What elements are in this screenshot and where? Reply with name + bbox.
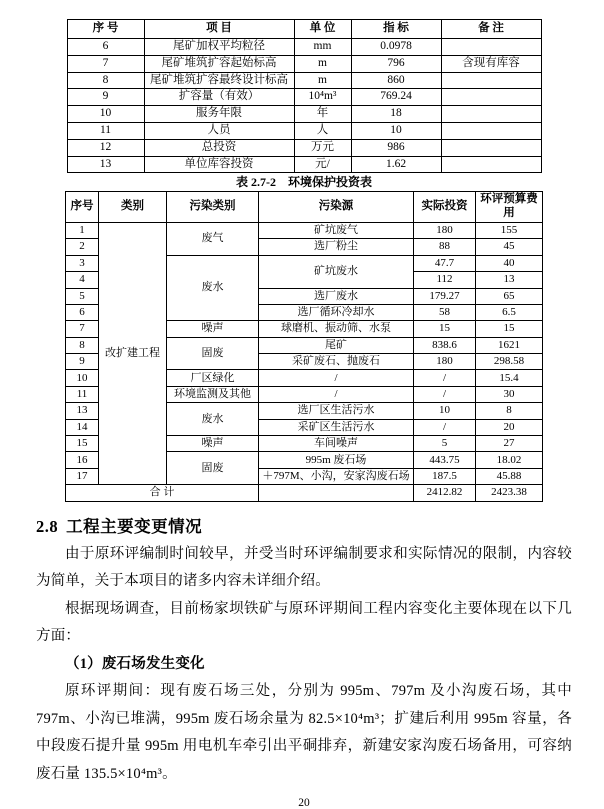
table-cell: 443.75 [414, 452, 476, 468]
table-cell: 万元 [294, 139, 351, 156]
column-header: 类别 [99, 192, 167, 223]
table-cell: 5 [66, 288, 99, 304]
table-cell: / [414, 419, 476, 435]
table-cell: 废水 [167, 255, 259, 321]
column-header: 项 目 [144, 20, 294, 39]
table-cell: 47.7 [414, 255, 476, 271]
table-cell: 3 [66, 255, 99, 271]
table-cell: 15 [476, 321, 543, 337]
table-cell: 服务年限 [144, 106, 294, 123]
table-cell: 尾矿加权平均粒径 [144, 39, 294, 56]
table-cell: 尾矿堆筑扩容最终设计标高 [144, 72, 294, 89]
table-cell: 2 [66, 239, 99, 255]
table-cell: 11 [67, 122, 144, 139]
table-cell: 7 [66, 321, 99, 337]
table-row [66, 222, 543, 238]
table-cell: mm [294, 39, 351, 56]
table-cell [441, 139, 541, 156]
table-cell: 采矿区生活污水 [259, 419, 414, 435]
table-row [67, 106, 541, 123]
table-cell: 尾矿堆筑扩容起始标高 [144, 55, 294, 72]
table-cell: 179.27 [414, 288, 476, 304]
column-header: 序 号 [67, 20, 144, 39]
table-cell: 187.5 [414, 468, 476, 484]
table-cell: 12 [67, 139, 144, 156]
table-cell: 16 [66, 452, 99, 468]
table-cell: 13 [476, 272, 543, 288]
table-cell: 1621 [476, 337, 543, 353]
table-cell: 含现有库容 [441, 55, 541, 72]
table-cell: 986 [351, 139, 441, 156]
table-cell: 27 [476, 436, 543, 452]
table-cell: 4 [66, 272, 99, 288]
table-cell: 年 [294, 106, 351, 123]
table-cell: 选厂粉尘 [259, 239, 414, 255]
table-cell: 65 [476, 288, 543, 304]
project-parameters-table [67, 19, 542, 173]
table-cell [441, 156, 541, 173]
table-cell: 固废 [167, 452, 259, 485]
table-cell: 矿坑废水 [259, 255, 414, 288]
table-cell: 9 [67, 89, 144, 106]
table-cell: 838.6 [414, 337, 476, 353]
table-cell [441, 122, 541, 139]
table-cell: 298.58 [476, 354, 543, 370]
table-cell: 45 [476, 239, 543, 255]
table-cell: 噪声 [167, 321, 259, 337]
table-cell: 14 [66, 419, 99, 435]
table-cell [259, 485, 414, 501]
table-cell: 选厂循环冷却水 [259, 304, 414, 320]
table-row [67, 122, 541, 139]
environment-investment-table [65, 191, 543, 501]
section-number: 2.8 [36, 516, 59, 536]
table-cell: 88 [414, 239, 476, 255]
table-cell: m [294, 72, 351, 89]
table-cell: 选厂废水 [259, 288, 414, 304]
sub-heading-1: （1）废石场发生变化 [65, 655, 205, 672]
table-cell: 180 [414, 354, 476, 370]
table-cell: 18.02 [476, 452, 543, 468]
table-cell: 13 [66, 403, 99, 419]
table-cell: 车间噪声 [259, 436, 414, 452]
table-cell: 10⁴m³ [294, 89, 351, 106]
table-cell: 选厂区生活污水 [259, 403, 414, 419]
table-cell: 6 [66, 304, 99, 320]
table-cell: 矿坑废气 [259, 222, 414, 238]
table-cell: 采矿废石、抛废石 [259, 354, 414, 370]
table-cell: 13 [67, 156, 144, 173]
table-cell: 扩容量（有效） [144, 89, 294, 106]
table-cell: 1 [66, 222, 99, 238]
table-caption: 表 2.7-2 环境保护投资表 [236, 175, 372, 190]
paragraph-1: 由于原环评编制时间较早，并受当时环评编制要求和实际情况的限制，内容较为简单，关于本项目的诸多内容未详细介绍。 [36, 545, 572, 590]
table-cell: 0.0978 [351, 39, 441, 56]
table-cell [441, 89, 541, 106]
table-row [67, 156, 541, 173]
table-row [67, 139, 541, 156]
table-cell: 改扩建工程 [99, 222, 167, 484]
section-heading [36, 513, 572, 537]
table-row [67, 39, 541, 56]
table-cell: 10 [66, 370, 99, 386]
table-cell: 40 [476, 255, 543, 271]
table-cell: 112 [414, 272, 476, 288]
table-row [67, 72, 541, 89]
table-row [66, 485, 543, 501]
table-cell: 8 [66, 337, 99, 353]
column-header: 实际投资 [414, 192, 476, 223]
table-cell: 总投资 [144, 139, 294, 156]
table-cell: 2412.82 [414, 485, 476, 501]
table-cell: 155 [476, 222, 543, 238]
table-cell: 尾矿 [259, 337, 414, 353]
table-cell: 18 [351, 106, 441, 123]
table-cell: 2423.38 [476, 485, 543, 501]
column-header: 序号 [66, 192, 99, 223]
table-cell: 8 [67, 72, 144, 89]
table-cell [441, 72, 541, 89]
paragraph-2: 根据现场调查，目前杨家坝铁矿与原环评期间工程内容变化主要体现在以下几方面： [36, 600, 572, 645]
investment-table-body [66, 222, 543, 501]
column-header: 指 标 [351, 20, 441, 39]
table-cell: 10 [351, 122, 441, 139]
table-row [67, 55, 541, 72]
table-cell: 人 [294, 122, 351, 139]
table-cell: 厂区绿化 [167, 370, 259, 386]
table-cell: 6.5 [476, 304, 543, 320]
table-header-row [66, 192, 543, 223]
table-cell: 860 [351, 72, 441, 89]
page-number: 20 [298, 797, 310, 809]
table-cell: 15.4 [476, 370, 543, 386]
table-cell: 合 计 [66, 485, 259, 501]
table-cell: 995m 废石场 [259, 452, 414, 468]
table-cell: 11 [66, 386, 99, 402]
table-cell: 噪声 [167, 436, 259, 452]
table-cell: 1.62 [351, 156, 441, 173]
table-cell: 固废 [167, 337, 259, 370]
table-cell: 15 [414, 321, 476, 337]
table-cell [441, 106, 541, 123]
table-cell: 7 [67, 55, 144, 72]
table-cell: 796 [351, 55, 441, 72]
table-cell: 15 [66, 436, 99, 452]
table-cell: 5 [414, 436, 476, 452]
table-cell: 9 [66, 354, 99, 370]
table-cell: 人员 [144, 122, 294, 139]
table-cell [441, 39, 541, 56]
table-cell: 769.24 [351, 89, 441, 106]
column-header: 环评预算费用 [476, 192, 543, 223]
table-cell: 球磨机、振动筛、水泵 [259, 321, 414, 337]
table-cell: 8 [476, 403, 543, 419]
investment-table-head [66, 192, 543, 223]
table-cell: / [414, 370, 476, 386]
table-cell: 废气 [167, 222, 259, 255]
column-header: 污染源 [259, 192, 414, 223]
table-cell: / [259, 386, 414, 402]
section-title: 工程主要变更情况 [66, 516, 203, 536]
table-header-row [67, 20, 541, 39]
table-cell: ＋797M、小沟，安家沟废石场 [259, 468, 414, 484]
table-cell: 58 [414, 304, 476, 320]
table-cell: 30 [476, 386, 543, 402]
table-cell: 单位库容投资 [144, 156, 294, 173]
column-header: 备 注 [441, 20, 541, 39]
table-cell: 10 [414, 403, 476, 419]
column-header: 单 位 [294, 20, 351, 39]
table-cell: 20 [476, 419, 543, 435]
parameters-table-body [67, 39, 541, 173]
table-cell: / [259, 370, 414, 386]
table-cell: / [414, 386, 476, 402]
table-cell: 废水 [167, 403, 259, 436]
table-row [67, 89, 541, 106]
parameters-table-head [67, 20, 541, 39]
table-cell: 17 [66, 468, 99, 484]
column-header: 污染类别 [167, 192, 259, 223]
table-cell: 10 [67, 106, 144, 123]
table-cell: 环境监测及其他 [167, 386, 259, 402]
table-cell: 元/ [294, 156, 351, 173]
table-cell: m [294, 55, 351, 72]
table-cell: 45.88 [476, 468, 543, 484]
paragraph-3: 原环评期间：现有废石场三处，分别为 995m、797m 及小沟废石场，其中 797m、小沟已堆满，995m 废石场余量为 82.5×10⁴m³；扩建后利用 995m 容量，各中段废石提升量 995m 用电机车牵引出平硐排弃，新建安家沟废石场备用，可容纳废石量 135.5×10⁴m³。 [36, 683, 572, 782]
table-cell: 6 [67, 39, 144, 56]
table-cell: 180 [414, 222, 476, 238]
